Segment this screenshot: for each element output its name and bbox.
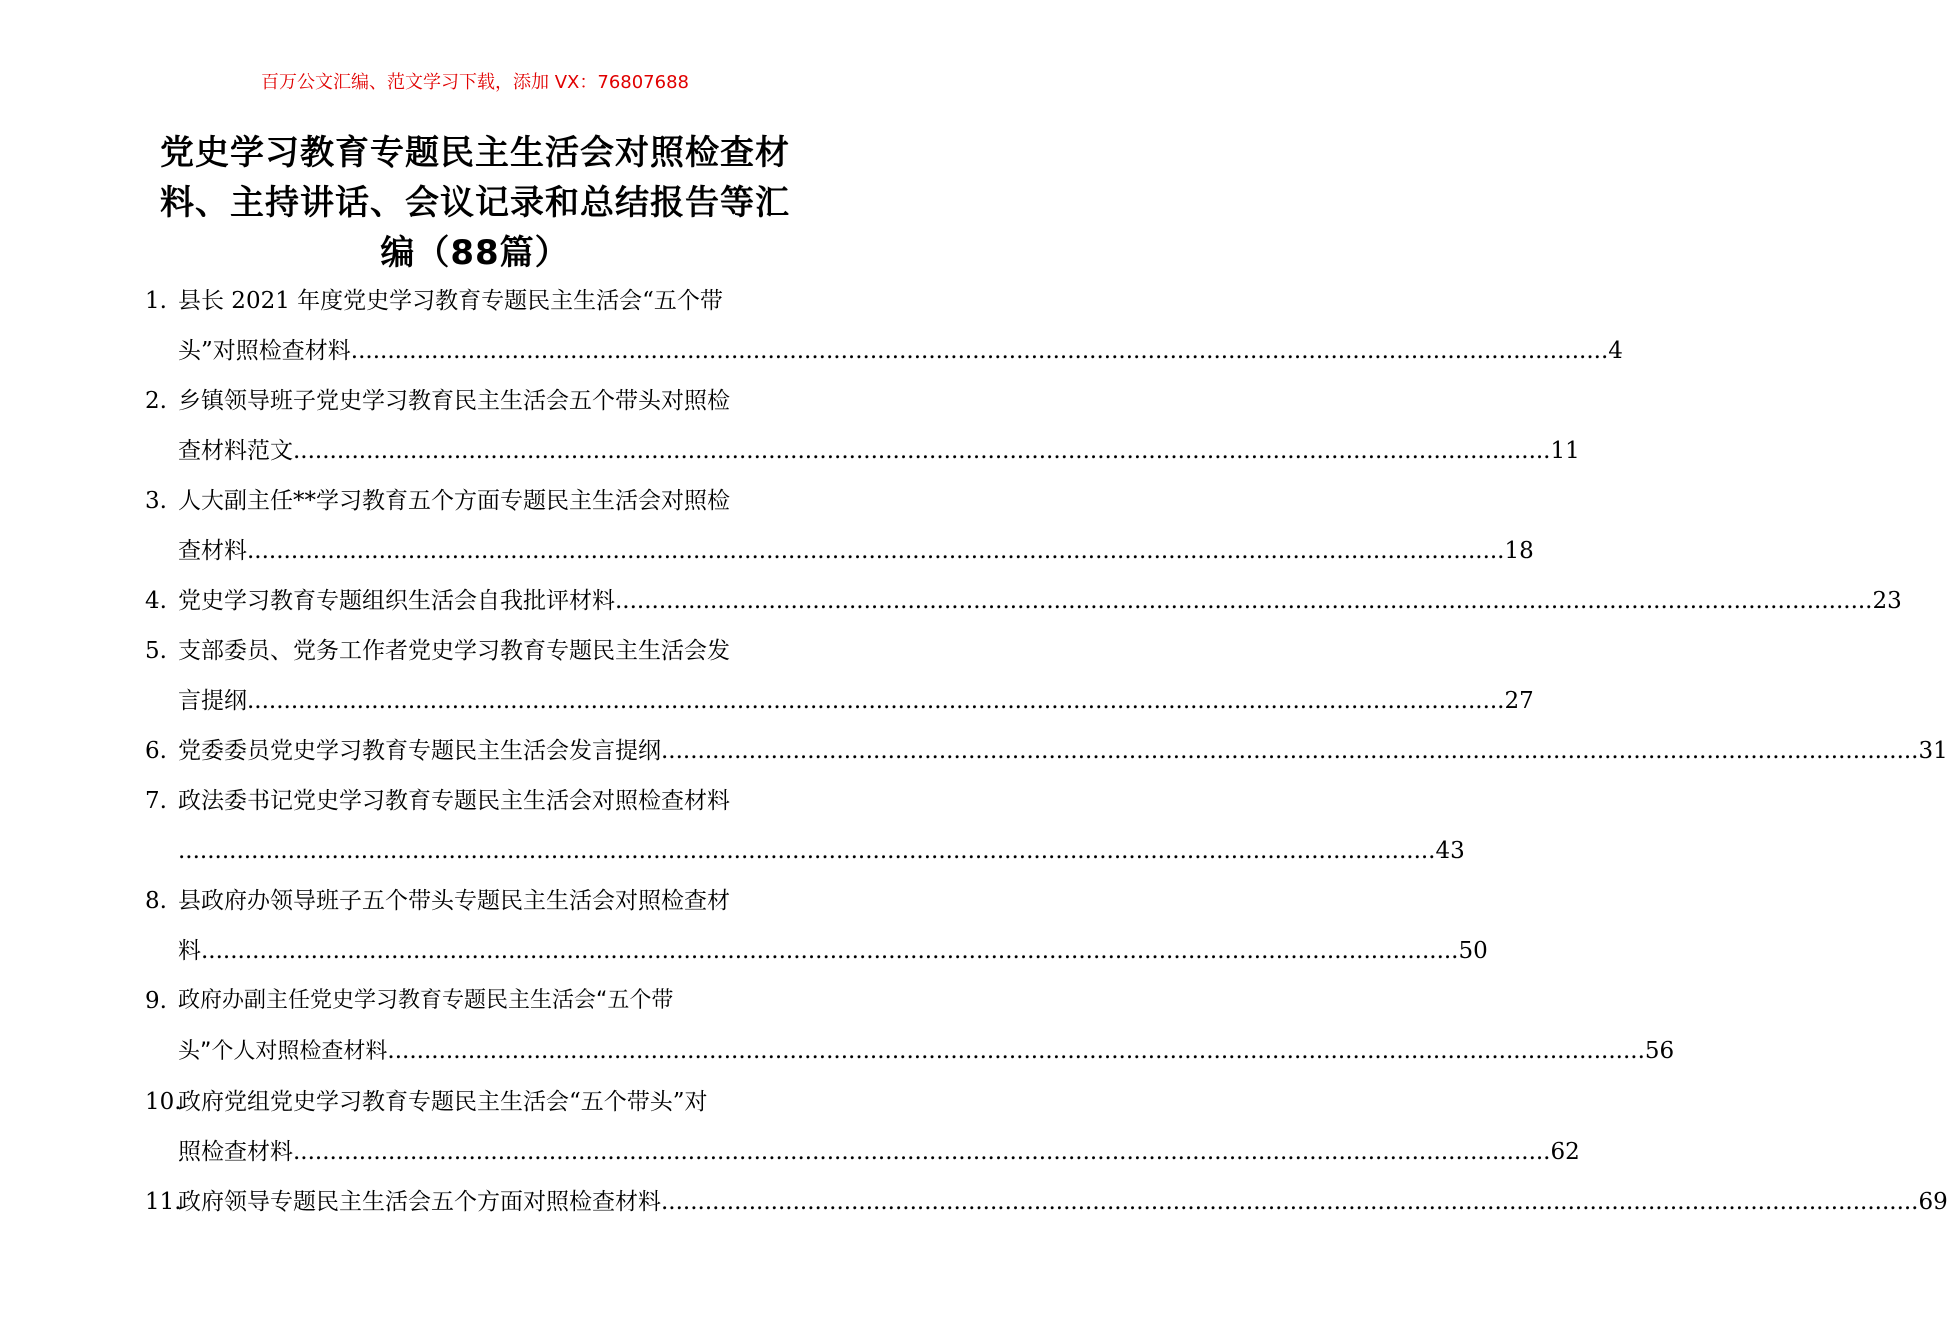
toc-page-number: 11 — [1550, 438, 1580, 464]
table-of-contents — [145, 276, 1948, 1227]
toc-item-title-line1: 政府党组党史学习教育专题民主生活会“五个带头”对 — [178, 1089, 708, 1115]
toc-item-title-line2: 言提纲 — [178, 688, 247, 714]
toc-item-number: 4. — [145, 588, 167, 614]
toc-item-title-line1: 政法委书记党史学习教育专题民主生活会对照检查材料 — [178, 788, 730, 814]
toc-item-title-line1: 乡镇领导班子党史学习教育民主生活会五个带头对照检 — [178, 388, 730, 414]
leader-dots: ............................................................................................................................................................................ — [661, 738, 1919, 764]
toc-item-9[interactable] — [145, 976, 1675, 1077]
toc-page-number: 4 — [1608, 338, 1623, 364]
toc-item-title: 党委委员党史学习教育专题民主生活会发言提纲 — [178, 738, 661, 764]
toc-item-title-line1: 人大副主任**学习教育五个方面专题民主生活会对照检 — [178, 488, 730, 514]
toc-item-number: 6. — [145, 738, 167, 764]
toc-item-title: 政府领导专题民主生活会五个方面对照检查材料 — [178, 1189, 661, 1215]
toc-page-number: 31 — [1918, 738, 1948, 764]
toc-item-title-line1: 支部委员、党务工作者党史学习教育专题民主生活会发 — [178, 638, 730, 664]
toc-page-number: 56 — [1644, 1038, 1675, 1064]
toc-item-title-line2: 料 — [178, 938, 201, 964]
toc-item-title-line1: 县长 2021 年度党史学习教育专题民主生活会“五个带 — [178, 288, 723, 314]
toc-item-number: 11. — [145, 1189, 182, 1215]
toc-item-1[interactable] — [145, 276, 1623, 376]
page-title: 党史学习教育专题民主生活会对照检查材料、主持讲话、会议记录和总结报告等汇编（88篇） — [160, 133, 790, 273]
toc-page-number: 23 — [1872, 588, 1902, 614]
toc-item-title-line1: 县政府办领导班子五个带头专题民主生活会对照检查材 — [178, 888, 730, 914]
toc-item-number: 10. — [145, 1089, 182, 1115]
toc-item-2[interactable] — [145, 376, 1580, 476]
leader-dots: ............................................................................................................................................................................ — [387, 1038, 1645, 1064]
toc-item-number: 1. — [145, 288, 167, 314]
toc-page-number: 50 — [1458, 938, 1488, 964]
toc-item-number: 5. — [145, 638, 167, 664]
leader-dots: ............................................................................................................................................................................ — [661, 1189, 1919, 1215]
toc-item-title-line2: 查材料 — [178, 538, 247, 564]
toc-item-3[interactable] — [145, 476, 1534, 576]
toc-page-number: 18 — [1504, 538, 1534, 564]
leader-dots: ............................................................................................................................................................................ — [247, 688, 1505, 714]
leader-dots: ............................................................................................................................................................................ — [615, 588, 1873, 614]
toc-item-11[interactable] — [145, 1177, 1948, 1227]
leader-dots: ............................................................................................................................................................................ — [178, 838, 1436, 864]
leader-dots: ............................................................................................................................................................................ — [293, 438, 1551, 464]
toc-item-number: 9. — [145, 988, 167, 1014]
toc-item-8[interactable] — [145, 876, 1488, 976]
leader-dots: ............................................................................................................................................................................ — [350, 338, 1609, 364]
toc-item-title-line2: 查材料范文 — [178, 438, 293, 464]
toc-item-title-line2: 头”个人对照检查材料 — [178, 1039, 388, 1064]
toc-page-number: 43 — [1435, 838, 1465, 864]
toc-page-number: 69 — [1918, 1189, 1948, 1215]
header-note: 百万公文汇编、范文学习下载，添加 VX：76807688 — [261, 72, 689, 93]
toc-item-4[interactable] — [145, 576, 1902, 626]
toc-item-10[interactable] — [145, 1077, 1580, 1177]
toc-item-6[interactable] — [145, 726, 1948, 776]
toc-page-number: 27 — [1504, 688, 1534, 714]
leader-dots: ............................................................................................................................................................................ — [201, 938, 1459, 964]
toc-item-7[interactable] — [145, 776, 1465, 876]
toc-item-title-line1: 政府办副主任党史学习教育专题民主生活会“五个带 — [178, 988, 674, 1013]
toc-item-number: 8. — [145, 888, 167, 914]
toc-item-number: 3. — [145, 488, 167, 514]
leader-dots: ............................................................................................................................................................................ — [247, 538, 1505, 564]
toc-item-number: 2. — [145, 388, 167, 414]
toc-page-number: 62 — [1550, 1139, 1580, 1165]
toc-item-5[interactable] — [145, 626, 1534, 726]
toc-item-number: 7. — [145, 788, 167, 814]
toc-item-title-line2: 照检查材料 — [178, 1139, 293, 1165]
leader-dots: ............................................................................................................................................................................ — [293, 1139, 1551, 1165]
toc-item-title: 党史学习教育专题组织生活会自我批评材料 — [178, 588, 615, 614]
toc-item-title-line2: 头”对照检查材料 — [178, 338, 351, 364]
